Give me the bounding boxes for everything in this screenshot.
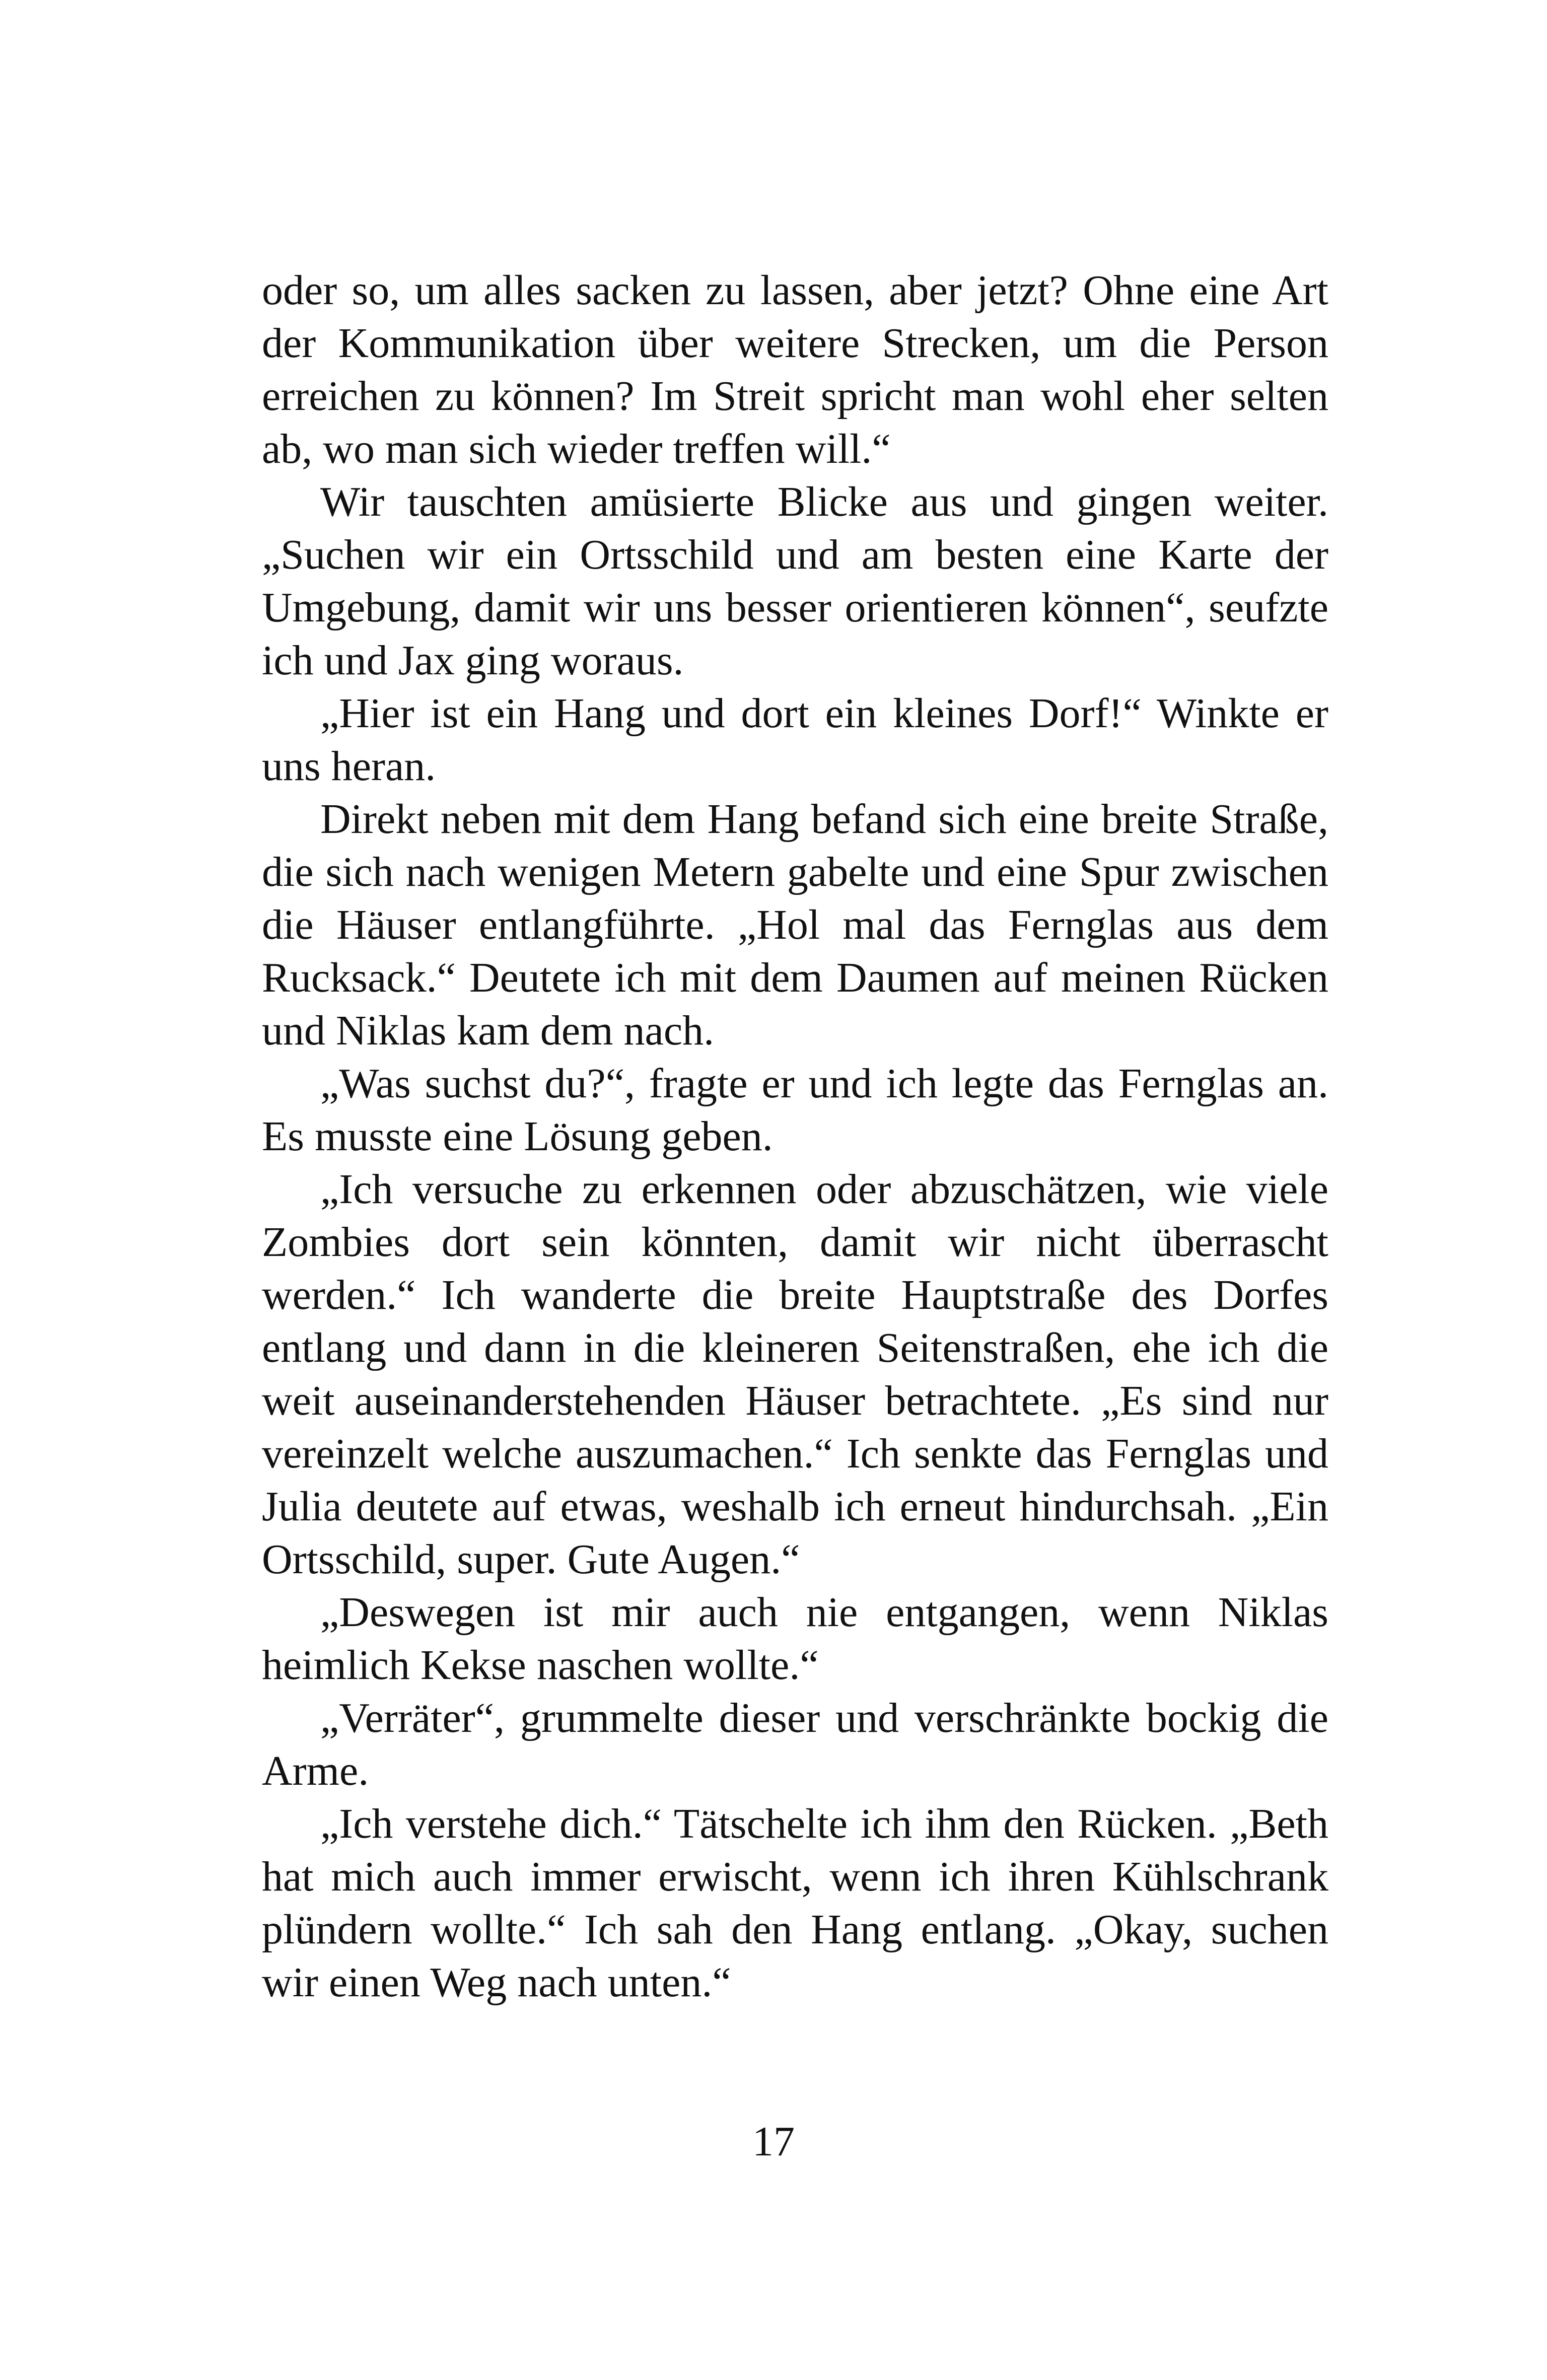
paragraph: „Ich versuche zu erkennen oder abzuschätzen, wie viele Zombies dort sein könnten, damit wir nicht überrascht werden.“ Ich wanderte die breite Hauptstraße des Dorfes entlang und dann in die kleineren Seitenstraßen, ehe ich die weit auseinanderstehenden Häuser betrachtete. „Es sind nur vereinzelt welche auszumachen.“ Ich senkte das Fernglas und Julia deutete auf etwas, weshalb ich erneut hindurchsah. „Ein Ortsschild, super. Gute Augen.“	[262, 1166, 1328, 1583]
body-text	[262, 264, 1328, 2009]
page-number: 17	[752, 2118, 795, 2165]
paragraph: „Was suchst du?“, fragte er und ich legte das Fernglas an. Es musste eine Lösung geben.	[262, 1060, 1328, 1160]
paragraph: „Verräter“, grummelte dieser und verschränkte bockig die Arme.	[262, 1695, 1328, 1794]
paragraph: oder so, um alles sacken zu lassen, aber jetzt? Ohne eine Art der Kommunikation über weitere Strecken, um die Person erreichen zu können? Im Streit spricht man wohl eher selten ab, wo man sich wieder treffen will.“	[262, 267, 1328, 472]
paragraph: „Deswegen ist mir auch nie entgangen, wenn Niklas heimlich Kekse naschen wollte.“	[262, 1589, 1328, 1689]
paragraph: „Hier ist ein Hang und dort ein kleines Dorf!“ Winkte er uns heran.	[262, 690, 1328, 790]
paragraph: Direkt neben mit dem Hang befand sich eine breite Straße, die sich nach wenigen Metern gabelte und eine Spur zwischen die Häuser entlangführte. „Hol mal das Fernglas aus dem Rucksack.“ Deutete ich mit dem Daumen auf meinen Rücken und Niklas kam dem nach.	[262, 796, 1328, 1054]
paragraph: Wir tauschten amüsierte Blicke aus und gingen weiter. „Suchen wir ein Ortsschild und am besten eine Karte der Umgebung, damit wir uns besser orientieren können“, seufzte ich und Jax ging woraus.	[262, 478, 1328, 684]
paragraph: „Ich verstehe dich.“ Tätschelte ich ihm den Rücken. „Beth hat mich auch immer erwischt, wenn ich ihren Kühlschrank plündern wollte.“ Ich sah den Hang entlang. „Okay, suchen wir einen Weg nach unten.“	[262, 1800, 1328, 2006]
